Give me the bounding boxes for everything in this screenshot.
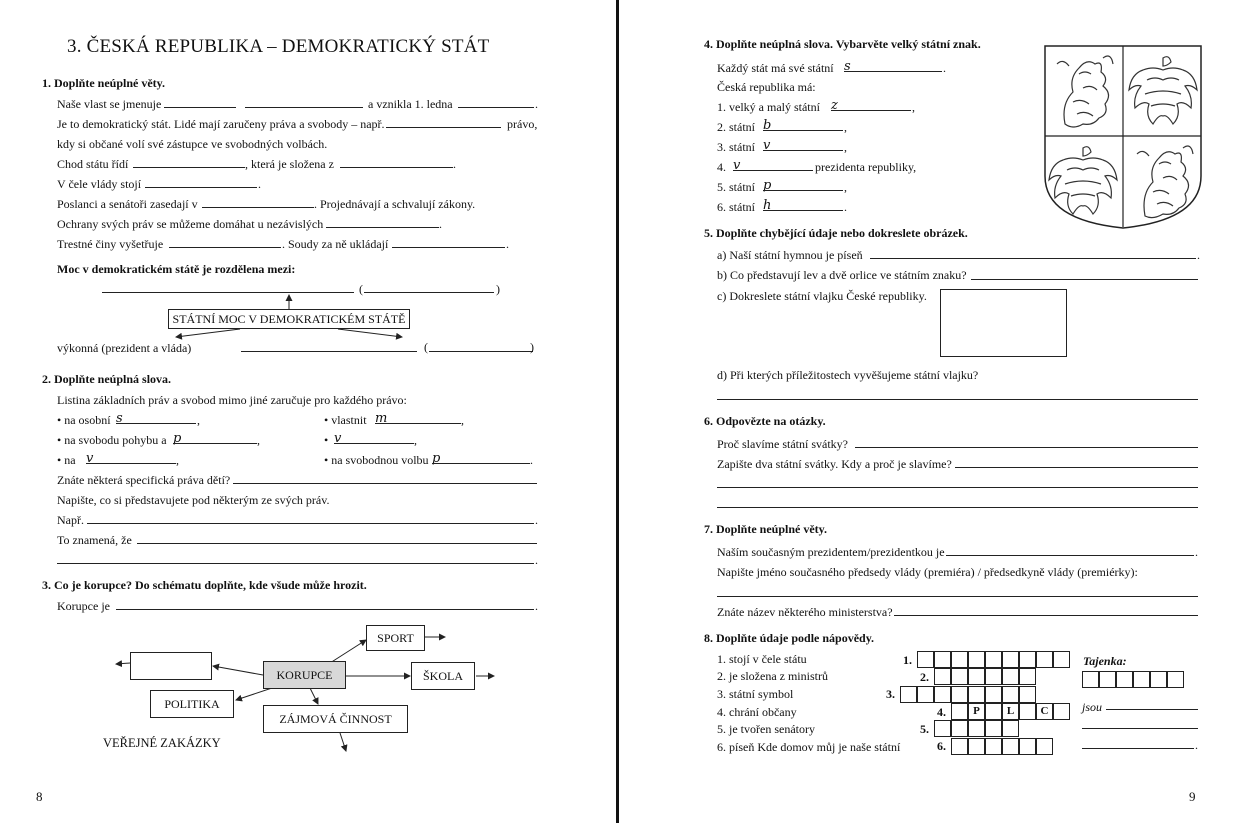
answer-line[interactable]	[137, 543, 537, 544]
crossword-cell[interactable]	[1019, 738, 1036, 755]
sport-box: SPORT	[366, 625, 425, 651]
q2-znamena: To znamená, že	[57, 533, 132, 547]
crossword-cell[interactable]	[951, 720, 968, 737]
paren-close: )	[496, 282, 500, 296]
q8-clue-2: 2. je složena z ministrů	[717, 669, 828, 683]
q1-heading: 1. Doplňte neúplné věty.	[42, 76, 166, 90]
answer-line[interactable]	[1082, 748, 1194, 749]
q8-clue-4: 4. chrání občany	[717, 705, 797, 719]
jsou-label: jsou	[1082, 700, 1103, 714]
answer-line[interactable]	[116, 423, 196, 424]
punct: ,	[414, 433, 417, 447]
punct: .	[439, 217, 442, 231]
q4-s3: 3. státní	[717, 140, 755, 154]
answer-line[interactable]	[855, 447, 1198, 448]
crossword-cell[interactable]: C	[1036, 703, 1053, 720]
q2-napr: Např.	[57, 513, 84, 527]
answer-line[interactable]	[133, 167, 245, 168]
punct: .	[535, 599, 538, 613]
crossword-cell[interactable]	[985, 686, 1002, 703]
q8-heading: 8. Doplňte údaje podle nápovědy.	[704, 631, 875, 645]
answer-line[interactable]	[164, 107, 236, 108]
q1-line6-text: Poslanci a senátoři zasedají v	[57, 197, 198, 211]
crossword-cell[interactable]	[985, 651, 1002, 668]
q4-line1: Každý stát má své státní	[717, 61, 834, 75]
punct: .	[1195, 738, 1198, 752]
q5-d: d) Při kterých příležitostech vyvěšujeme státní vlajku?	[717, 368, 979, 382]
crossword-cell[interactable]	[951, 686, 968, 703]
politika-box: POLITIKA	[150, 690, 234, 718]
punct: ,	[176, 453, 179, 467]
corruption-diagram-arrows	[0, 620, 616, 760]
answer-line[interactable]	[145, 187, 257, 188]
flag-drawing-box[interactable]	[940, 289, 1067, 357]
verejne-zakazky-label: VEŘEJNÉ ZAKÁZKY	[103, 736, 221, 750]
q5-heading: 5. Doplňte chybějící údaje nebo dokreslete obrázek.	[704, 226, 968, 240]
q6-heading: 6. Odpovězte na otázky.	[704, 414, 826, 428]
crossword-cell[interactable]	[934, 651, 951, 668]
q2-item: • na svobodnou volbu	[324, 453, 429, 467]
q1-line1-text2: a vznikla 1. ledna	[368, 97, 453, 111]
crossword-row-number: 6.	[937, 739, 946, 753]
answer-line[interactable]	[57, 563, 534, 564]
handwritten-hint: p	[432, 451, 441, 466]
q4-line2: Česká republika má:	[717, 80, 816, 94]
handwritten-hint: h	[763, 198, 772, 213]
q5-c: c) Dokreslete státní vlajku České republiky.	[717, 289, 927, 303]
crossword-cell[interactable]	[917, 651, 934, 668]
q1-line2-end: právo,	[507, 117, 538, 131]
q3-korupce-je: Korupce je	[57, 599, 110, 613]
q7-b: Napište jméno současného předsedy vlády (premiéra) / předsedkyně vlády (premiérky):	[717, 565, 1138, 579]
punct: ,	[912, 100, 915, 114]
crossword-cell[interactable]	[1019, 703, 1036, 720]
answer-line[interactable]	[169, 247, 281, 248]
crossword-cell[interactable]	[934, 720, 951, 737]
answer-line[interactable]	[894, 615, 1198, 616]
handwritten-hint: s	[116, 411, 123, 426]
zajmova-cinnost-box: ZÁJMOVÁ ČINNOST	[263, 705, 408, 733]
handwritten-hint: b	[763, 118, 772, 133]
answer-line[interactable]	[458, 107, 534, 108]
crossword-cell[interactable]	[1002, 738, 1019, 755]
answer-line[interactable]	[1082, 728, 1198, 729]
q1-line4-text2: , která je složena z	[245, 157, 334, 171]
answer-line[interactable]	[733, 170, 813, 171]
empty-answer-box[interactable]	[130, 652, 212, 680]
tajenka-cell[interactable]	[1082, 671, 1099, 688]
executive-label: výkonná (prezident a vláda)	[57, 341, 192, 355]
answer-line[interactable]	[717, 507, 1198, 508]
answer-line[interactable]	[245, 107, 363, 108]
crossword-cell[interactable]	[1036, 651, 1053, 668]
crossword-cell[interactable]	[934, 686, 951, 703]
q2-imagine: Napište, co si představujete pod některým ze svých práv.	[57, 493, 330, 507]
coat-of-arms-image	[1043, 44, 1203, 230]
answer-line[interactable]	[375, 423, 461, 424]
q1-line8-text: Trestné činy vyšetřuje	[57, 237, 164, 251]
crossword-cell[interactable]	[1019, 686, 1036, 703]
paren-open: (	[359, 282, 363, 296]
punct: ,	[844, 120, 847, 134]
page-number: 9	[1189, 789, 1196, 804]
q4-s6: 6. státní	[717, 200, 755, 214]
punct: .	[530, 453, 533, 467]
crossword-cell[interactable]	[985, 703, 1002, 720]
answer-line[interactable]	[392, 247, 505, 248]
answer-line[interactable]	[763, 150, 843, 151]
q4-s4-end: prezidenta republiky,	[815, 160, 917, 174]
crossword-cell[interactable]	[934, 668, 951, 685]
answer-line[interactable]	[717, 487, 1198, 488]
crossword-cell[interactable]	[1036, 738, 1053, 755]
crossword-cell[interactable]	[1002, 651, 1019, 668]
punct: .	[1195, 545, 1198, 559]
page-title: 3. ČESKÁ REPUBLIKA – DEMOKRATICKÝ STÁT	[67, 36, 490, 57]
punct: .	[844, 200, 847, 214]
q2-children-question: Znáte některá specifická práva dětí?	[57, 473, 231, 487]
answer-line[interactable]	[241, 351, 417, 352]
crossword-cell[interactable]	[1002, 686, 1019, 703]
answer-line[interactable]	[116, 609, 534, 610]
q5-a: a) Naší státní hymnou je píseň	[717, 248, 863, 262]
handwritten-hint: v	[763, 138, 771, 153]
q8-clue-3: 3. státní symbol	[717, 687, 794, 701]
q2-item: • na svobodu pohybu a	[57, 433, 167, 447]
tajenka-cell[interactable]	[1167, 671, 1184, 688]
q1-line6-text2: . Projednávají a schvalují zákony.	[314, 197, 476, 211]
q2-heading: 2. Doplňte neúplná slova.	[42, 372, 172, 386]
q4-s5: 5. státní	[717, 180, 755, 194]
q1-line3-text: kdy si občané volí své zástupce ve svobodných volbách.	[57, 137, 328, 151]
crossword-cell[interactable]	[1053, 651, 1070, 668]
punct: .	[258, 177, 261, 191]
handwritten-hint: s	[844, 59, 851, 74]
q1-line4-text: Chod státu řídí	[57, 157, 129, 171]
q1-line5-text: V čele vlády stojí	[57, 177, 142, 191]
answer-line[interactable]	[971, 279, 1198, 280]
right-page	[619, 0, 1241, 823]
crossword-cell[interactable]	[900, 686, 917, 703]
crossword-cell[interactable]	[968, 651, 985, 668]
q4-s2: 2. státní	[717, 120, 755, 134]
punct: ,	[844, 180, 847, 194]
crossword-cell[interactable]	[951, 703, 968, 720]
paren-open: (	[424, 340, 428, 354]
punct: ,	[461, 413, 464, 427]
crossword-row-number: 3.	[886, 687, 895, 701]
korupce-box: KORUPCE	[263, 661, 346, 689]
q1-line8-text2: . Soudy za ně ukládají	[282, 237, 389, 251]
q2-item: • vlastnit	[324, 413, 367, 427]
crossword-cell[interactable]	[951, 738, 968, 755]
crossword-row-number: 4.	[937, 705, 946, 719]
crossword-cell[interactable]	[1053, 703, 1070, 720]
answer-line[interactable]	[831, 110, 911, 111]
crossword-cell[interactable]	[968, 720, 985, 737]
q8-clue-6: 6. píseň Kde domov můj je naše státní	[717, 740, 901, 754]
q5-b: b) Co představují lev a dvě orlice ve státním znaku?	[717, 268, 967, 282]
q4-s1: 1. velký a malý státní	[717, 100, 820, 114]
punct: .	[1197, 248, 1200, 262]
q1-line7-text: Ochrany svých práv se můžeme domáhat u nezávislých	[57, 217, 324, 231]
paren-close: )	[530, 340, 534, 354]
crossword-cell[interactable]	[968, 668, 985, 685]
tajenka-cell[interactable]	[1116, 671, 1133, 688]
tajenka-cell[interactable]	[1133, 671, 1150, 688]
crossword-row-number: 5.	[920, 722, 929, 736]
handwritten-hint: m	[375, 411, 388, 426]
answer-line[interactable]	[870, 258, 1196, 259]
punct: ,	[257, 433, 260, 447]
answer-line[interactable]	[763, 190, 843, 191]
q2-intro: Listina základních práv a svobod mimo jiné zaručuje pro každého právo:	[57, 393, 407, 407]
answer-line[interactable]	[202, 207, 314, 208]
crossword-cell[interactable]	[968, 686, 985, 703]
q2-item: •	[324, 433, 329, 447]
q1-line2-text: Je to demokratický stát. Lidé mají zaručeny práva a svobody – např.	[57, 117, 385, 131]
punct: .	[453, 157, 456, 171]
answer-line[interactable]	[340, 167, 453, 168]
crossword-cell[interactable]	[1002, 668, 1019, 685]
crossword-cell[interactable]	[968, 738, 985, 755]
crossword-cell[interactable]	[917, 686, 934, 703]
punct: ,	[844, 140, 847, 154]
crossword-cell[interactable]	[1002, 720, 1019, 737]
answer-line[interactable]	[173, 443, 257, 444]
crossword-cell[interactable]	[985, 738, 1002, 755]
answer-line[interactable]	[946, 555, 1194, 556]
q6-b: Zapište dva státní svátky. Kdy a proč je slavíme?	[717, 457, 952, 471]
answer-line[interactable]	[326, 227, 439, 228]
answer-line[interactable]	[763, 210, 843, 211]
q7-heading: 7. Doplňte neúplné věty.	[704, 522, 828, 536]
moc-heading: Moc v demokratickém státě je rozdělena mezi:	[57, 262, 296, 276]
crossword-cell[interactable]: P	[968, 703, 985, 720]
q7-a: Naším současným prezidentem/prezidentkou je	[717, 545, 945, 559]
crossword-cell[interactable]	[985, 668, 1002, 685]
crossword-cell[interactable]	[951, 668, 968, 685]
answer-line[interactable]	[432, 463, 530, 464]
answer-line[interactable]	[429, 351, 533, 352]
answer-line[interactable]	[717, 399, 1198, 400]
punct: .	[535, 97, 538, 111]
crossword-row-number: 1.	[903, 653, 912, 667]
q1-line1-text: Naše vlast se jmenuje	[57, 97, 162, 111]
q2-item: • na osobní	[57, 413, 111, 427]
crossword-cell[interactable]	[1019, 668, 1036, 685]
answer-line[interactable]	[955, 467, 1198, 468]
handwritten-hint: p	[763, 178, 772, 193]
tajenka-cell[interactable]	[1099, 671, 1116, 688]
crossword-cell[interactable]	[951, 651, 968, 668]
q6-a: Proč slavíme státní svátky?	[717, 437, 848, 451]
handwritten-hint: v	[86, 451, 94, 466]
tajenka-cell[interactable]	[1150, 671, 1167, 688]
answer-line[interactable]	[763, 130, 843, 131]
punct: .	[506, 237, 509, 251]
q8-clue-5: 5. je tvořen senátory	[717, 722, 815, 736]
left-page	[0, 0, 616, 823]
handwritten-hint: p	[173, 431, 182, 446]
answer-line[interactable]	[87, 523, 534, 524]
page-number: 8	[36, 789, 43, 804]
handwritten-hint: v	[334, 431, 342, 446]
punct: .	[535, 553, 538, 567]
answer-line[interactable]	[233, 483, 537, 484]
q8-clue-1: 1. stojí v čele státu	[717, 652, 807, 666]
q2-item: • na	[57, 453, 76, 467]
skola-box: ŠKOLA	[411, 662, 475, 690]
q7-c: Znáte název některého ministerstva?	[717, 605, 893, 619]
q4-s4: 4.	[717, 160, 726, 174]
answer-line[interactable]	[1106, 709, 1198, 710]
answer-line[interactable]	[334, 443, 414, 444]
answer-line[interactable]	[844, 71, 942, 72]
punct: .	[535, 513, 538, 527]
handwritten-hint: z	[831, 98, 838, 113]
tajenka-label: Tajenka:	[1083, 654, 1127, 668]
crossword-cell[interactable]	[985, 720, 1002, 737]
punct: ,	[197, 413, 200, 427]
q4-heading: 4. Doplňte neúplná slova. Vybarvěte velký státní znak.	[704, 37, 981, 51]
answer-line[interactable]	[386, 127, 501, 128]
crossword-row-number: 2.	[920, 670, 929, 684]
handwritten-hint: v	[733, 158, 741, 173]
state-power-box: STÁTNÍ MOC V DEMOKRATICKÉM STÁTĚ	[168, 309, 410, 329]
crossword-cell[interactable]: L	[1002, 703, 1019, 720]
answer-line[interactable]	[86, 463, 176, 464]
punct: .	[943, 61, 946, 75]
answer-line[interactable]	[717, 596, 1198, 597]
q3-heading: 3. Co je korupce? Do schématu doplňte, kde všude může hrozit.	[42, 578, 367, 592]
crossword-cell[interactable]	[1019, 651, 1036, 668]
